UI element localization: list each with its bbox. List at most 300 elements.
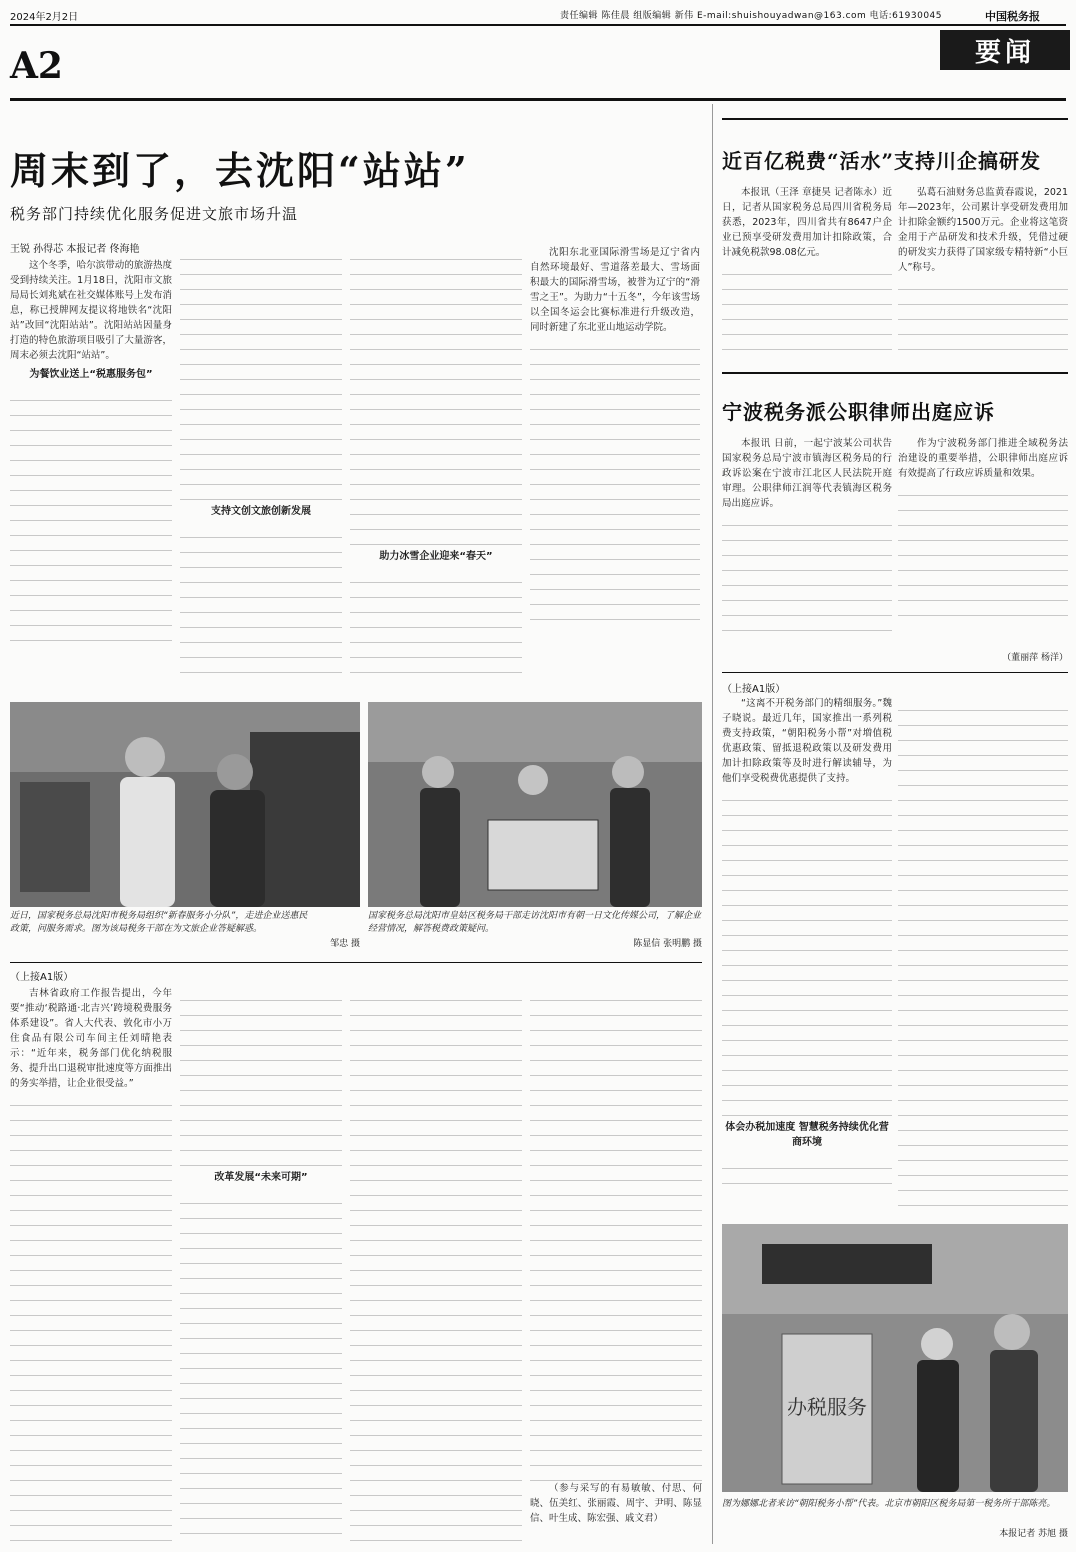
continued-right-intro: “这离不开税务部门的精细服务。”魏子晓说。最近几年，国家推出一系列税费支持政策，“朝阳税务小帮”对増值税优惠政策、留抵退税政策以及研发费用加计扣除政策等及时进行解读辅导，为他们享受税费优惠提供了支持。 xyxy=(722,698,892,784)
text-line xyxy=(530,575,700,590)
lead-col-1 xyxy=(10,258,172,678)
text-line xyxy=(350,643,522,658)
continued-left-col-3 xyxy=(350,986,522,1546)
text-line xyxy=(898,891,1068,906)
text-line xyxy=(722,616,892,631)
text-line xyxy=(350,1151,522,1166)
text-line xyxy=(10,1511,172,1526)
text-line xyxy=(530,410,700,425)
text-line xyxy=(10,1241,172,1256)
continued-left-col-2 xyxy=(180,986,342,1546)
text-line xyxy=(530,425,700,440)
text-line xyxy=(350,1346,522,1361)
text-line xyxy=(722,816,892,831)
text-line xyxy=(530,1406,702,1421)
text-line xyxy=(530,1181,702,1196)
text-line xyxy=(722,541,892,556)
side-1-headline: 近百亿税费“活水”支持川企搞研发 xyxy=(722,149,1042,173)
text-line xyxy=(898,496,1068,511)
text-line xyxy=(10,1151,172,1166)
lead-col-4-intro: 沈阳东北亚国际滑雪场是辽宁省内自然环境最好、雪道落差最大、雪场面积最大的国际滑雪场，被誉为辽宁的“滑雪之王”。为助力“十五冬”，今年该雪场以全国冬运会比赛标准进行升级改造，同时新建了东北亚山地运动学院。 xyxy=(530,247,700,333)
text-line xyxy=(530,1241,702,1256)
text-line xyxy=(722,511,892,526)
text-line xyxy=(898,921,1068,936)
text-line xyxy=(180,1414,342,1429)
text-line xyxy=(898,726,1068,741)
text-line xyxy=(898,936,1068,951)
text-line xyxy=(10,461,172,476)
masthead xyxy=(0,0,1076,40)
text-line xyxy=(180,290,342,305)
text-line xyxy=(530,1106,702,1121)
text-line xyxy=(898,1161,1068,1176)
continued-right-rule xyxy=(722,672,1068,673)
text-line xyxy=(530,1451,702,1466)
text-line xyxy=(898,861,1068,876)
text-line xyxy=(530,1436,702,1451)
text-line xyxy=(350,1226,522,1241)
text-line xyxy=(530,1331,702,1346)
section-label: 要闻 xyxy=(940,30,1070,70)
text-line xyxy=(180,1001,342,1016)
text-line xyxy=(350,485,522,500)
text-line xyxy=(722,260,892,275)
lead-col-3 xyxy=(350,245,522,680)
text-line xyxy=(530,365,700,380)
text-line xyxy=(180,1046,342,1061)
text-line xyxy=(350,1256,522,1271)
text-line xyxy=(180,1016,342,1031)
text-line xyxy=(180,1474,342,1489)
text-line xyxy=(898,801,1068,816)
text-line xyxy=(350,658,522,673)
body-text-placeholder xyxy=(722,1154,892,1184)
text-line xyxy=(180,986,342,1001)
text-line xyxy=(10,536,172,551)
text-line xyxy=(530,1346,702,1361)
text-line xyxy=(350,500,522,515)
text-line xyxy=(180,1189,342,1204)
text-line xyxy=(530,1301,702,1316)
text-line xyxy=(10,611,172,626)
text-line xyxy=(180,1249,342,1264)
text-line xyxy=(10,1301,172,1316)
text-line xyxy=(10,401,172,416)
text-line xyxy=(350,1286,522,1301)
text-line xyxy=(898,1056,1068,1071)
text-line xyxy=(722,1056,892,1071)
text-line xyxy=(530,440,700,455)
text-line xyxy=(10,1421,172,1436)
text-line xyxy=(530,986,702,1001)
text-line xyxy=(10,1406,172,1421)
text-line xyxy=(898,1191,1068,1206)
text-line xyxy=(350,1091,522,1106)
photo-service-hall xyxy=(722,1224,1068,1492)
text-line xyxy=(722,936,892,951)
text-line xyxy=(898,571,1068,586)
text-line xyxy=(350,1331,522,1346)
issue-date: 2024年2月2日 xyxy=(10,12,79,23)
side-2-intro: 本报讯 日前，一起宁波某公司状告国家税务总局宁波市镇海区税务局的行政诉讼案在宁波市江北区人民法院开庭审理。公职律师江润等代表镇海区税务局出庭应诉。 xyxy=(722,438,892,509)
text-line xyxy=(350,986,522,1001)
text-line xyxy=(898,1116,1068,1131)
side-2-col-2 xyxy=(898,436,1068,648)
text-line xyxy=(180,1076,342,1091)
text-line xyxy=(722,786,892,801)
text-line xyxy=(530,1061,702,1076)
text-line xyxy=(530,1211,702,1226)
text-line xyxy=(898,1071,1068,1086)
text-line xyxy=(530,1421,702,1436)
photo-enterprise-visit xyxy=(368,702,702,907)
text-line xyxy=(180,1204,342,1219)
text-line xyxy=(180,1279,342,1294)
lead-col-2 xyxy=(180,245,342,680)
text-line xyxy=(180,1354,342,1369)
text-line xyxy=(350,1076,522,1091)
text-line xyxy=(722,951,892,966)
text-line xyxy=(10,1451,172,1466)
text-line xyxy=(180,1444,342,1459)
text-line xyxy=(350,1496,522,1511)
text-line xyxy=(350,410,522,425)
text-line xyxy=(180,350,342,365)
text-line xyxy=(722,1026,892,1041)
text-line xyxy=(898,1086,1068,1101)
text-line xyxy=(180,380,342,395)
continued-left-subhead: 改革发展“未来可期” xyxy=(214,1172,308,1183)
text-line xyxy=(350,395,522,410)
text-line xyxy=(722,921,892,936)
text-line xyxy=(350,275,522,290)
text-line xyxy=(530,1226,702,1241)
text-line xyxy=(350,1016,522,1031)
text-line xyxy=(180,335,342,350)
text-line xyxy=(180,628,342,643)
column-divider xyxy=(712,104,713,1544)
continued-left-intro: 吉林省政府工作报告提出，今年要“推动‘税路通·北吉兴’跨境税费服务体系建设”。省人大代表、敦化市小万住食品有限公司车间主任刘晴艳表示：“近年来，税务部门优化纳税服务、提升出口退税审批速度等方面推出的务实举措，让企业很受益。” xyxy=(10,988,172,1089)
text-line xyxy=(898,951,1068,966)
text-line xyxy=(898,741,1068,756)
text-line xyxy=(898,1176,1068,1191)
text-line xyxy=(180,643,342,658)
text-line xyxy=(530,1136,702,1151)
text-line xyxy=(530,590,700,605)
text-line xyxy=(10,1256,172,1271)
text-line xyxy=(898,290,1068,305)
side-2-headline: 宁波税务派公职律师出庭应诉 xyxy=(722,400,995,424)
text-line xyxy=(350,1511,522,1526)
text-line xyxy=(350,1121,522,1136)
text-line xyxy=(350,1406,522,1421)
continued-right-col-2 xyxy=(898,696,1068,1211)
text-line xyxy=(180,320,342,335)
text-line xyxy=(10,1196,172,1211)
body-text-placeholder xyxy=(350,986,522,1541)
text-line xyxy=(722,526,892,541)
text-line xyxy=(350,1436,522,1451)
text-line xyxy=(10,1496,172,1511)
photo-1-credit: 邹忠 摄 xyxy=(330,939,360,949)
text-line xyxy=(530,1271,702,1286)
text-line xyxy=(350,1361,522,1376)
text-line xyxy=(350,1241,522,1256)
text-line xyxy=(898,831,1068,846)
text-line xyxy=(898,601,1068,616)
text-line xyxy=(722,996,892,1011)
text-line xyxy=(180,1264,342,1279)
text-line xyxy=(530,1316,702,1331)
text-line xyxy=(350,568,522,583)
text-line xyxy=(530,395,700,410)
text-line xyxy=(530,1166,702,1181)
text-line xyxy=(530,1196,702,1211)
text-line xyxy=(350,598,522,613)
text-line xyxy=(180,1369,342,1384)
text-line xyxy=(722,601,892,616)
continued-right-subhead: 体会办税加速度 智慧税务持续优化营商环境 xyxy=(725,1122,889,1148)
text-line xyxy=(530,485,700,500)
text-line xyxy=(180,455,342,470)
text-line xyxy=(350,1466,522,1481)
text-line xyxy=(722,846,892,861)
lead-col-3-subhead: 助力冰雪企业迎来“春天” xyxy=(379,551,493,562)
text-line xyxy=(180,598,342,613)
text-line xyxy=(350,628,522,643)
text-line xyxy=(530,380,700,395)
text-line xyxy=(530,335,700,350)
text-line xyxy=(180,485,342,500)
text-line xyxy=(10,1211,172,1226)
continued-left-rule xyxy=(10,962,702,963)
text-line xyxy=(350,515,522,530)
text-line xyxy=(10,551,172,566)
text-line xyxy=(722,290,892,305)
text-line xyxy=(180,425,342,440)
text-line xyxy=(350,1421,522,1436)
text-line xyxy=(10,506,172,521)
text-line xyxy=(898,846,1068,861)
text-line xyxy=(10,1166,172,1181)
text-line xyxy=(10,1136,172,1151)
text-line xyxy=(10,476,172,491)
text-line xyxy=(350,1001,522,1016)
text-line xyxy=(898,526,1068,541)
body-text-placeholder xyxy=(722,786,892,1116)
continued-right-label: （上接A1版） xyxy=(722,684,786,695)
text-line xyxy=(530,500,700,515)
text-line xyxy=(350,260,522,275)
text-line xyxy=(350,440,522,455)
text-line xyxy=(530,545,700,560)
text-line xyxy=(10,1106,172,1121)
text-line xyxy=(10,1181,172,1196)
text-line xyxy=(530,1031,702,1046)
text-line xyxy=(180,1136,342,1151)
text-line xyxy=(350,245,522,260)
text-line xyxy=(898,906,1068,921)
text-line xyxy=(722,981,892,996)
text-line xyxy=(898,1026,1068,1041)
text-line xyxy=(530,350,700,365)
text-line xyxy=(180,470,342,485)
text-line xyxy=(10,596,172,611)
side-2-credit: （董丽萍 杨洋） xyxy=(1002,653,1068,663)
masthead-rule xyxy=(10,24,1066,26)
side-1-col-2-text: 弘葛石油财务总监黄春霞说，2021年—2023年，公司累计享受研发费用加计扣除金额约1500万元。企业将这笔资金用于产品研发和技术升级，凭借过硬的研发实力获得了国家级专精特新“小巨人”称号。 xyxy=(898,187,1068,273)
text-line xyxy=(180,538,342,553)
lead-col-1-intro: 这个冬季，哈尔滨带动的旅游热度受到持续关注。1月18日，沈阳市文旅局局长刘兆斌在社交媒体账号上发布消息，称已授牌网友提议将地铁名“沈阳站”改回“沈阳站站”。沈阳站站因量身打造的特色旅游项目吸引了大量游客，周末必须去沈阳“站站”。 xyxy=(10,260,172,361)
text-line xyxy=(530,1016,702,1031)
text-line xyxy=(180,1309,342,1324)
text-line xyxy=(180,410,342,425)
text-line xyxy=(898,786,1068,801)
photo-tax-service-team xyxy=(10,702,360,907)
text-line xyxy=(350,365,522,380)
body-text-placeholder xyxy=(898,696,1068,1206)
text-line xyxy=(350,425,522,440)
body-text-placeholder xyxy=(898,481,1068,616)
text-line xyxy=(10,1361,172,1376)
paper-name: 中国税务报 xyxy=(985,10,1040,23)
text-line xyxy=(10,1526,172,1541)
text-line xyxy=(10,1331,172,1346)
lead-col-1-subhead: 为餐饮业送上“税惠服务包” xyxy=(29,369,153,380)
text-line xyxy=(10,1481,172,1496)
text-line xyxy=(722,571,892,586)
side-2-col-1 xyxy=(722,436,892,648)
text-line xyxy=(10,521,172,536)
text-line xyxy=(898,556,1068,571)
text-line xyxy=(722,1101,892,1116)
text-line xyxy=(530,1361,702,1376)
text-line xyxy=(180,1031,342,1046)
body-text-placeholder xyxy=(350,245,522,545)
text-line xyxy=(10,446,172,461)
text-line xyxy=(530,560,700,575)
text-line xyxy=(722,1011,892,1026)
text-line xyxy=(898,966,1068,981)
continued-left-col-4 xyxy=(530,986,702,1546)
text-line xyxy=(722,275,892,290)
service-sign-text: 办税服务 xyxy=(787,1395,867,1419)
text-line xyxy=(722,1086,892,1101)
text-line xyxy=(10,1436,172,1451)
body-text-placeholder xyxy=(722,260,892,350)
text-line xyxy=(350,305,522,320)
text-line xyxy=(180,1399,342,1414)
text-line xyxy=(180,1429,342,1444)
photo-tax-service-team-image xyxy=(10,702,360,907)
text-line xyxy=(722,1154,892,1169)
text-line xyxy=(722,966,892,981)
body-text-placeholder xyxy=(350,568,522,673)
text-line xyxy=(530,1286,702,1301)
text-line xyxy=(722,891,892,906)
text-line xyxy=(530,515,700,530)
text-line xyxy=(180,1459,342,1474)
text-line xyxy=(10,1376,172,1391)
text-line xyxy=(350,530,522,545)
text-line xyxy=(898,305,1068,320)
text-line xyxy=(350,290,522,305)
text-line xyxy=(180,1294,342,1309)
text-line xyxy=(722,1169,892,1184)
text-line xyxy=(350,1211,522,1226)
body-text-placeholder xyxy=(180,1189,342,1534)
text-line xyxy=(10,1391,172,1406)
text-line xyxy=(530,530,700,545)
text-line xyxy=(530,1466,702,1481)
text-line xyxy=(180,523,342,538)
body-text-placeholder xyxy=(180,986,342,1166)
text-line xyxy=(898,541,1068,556)
text-line xyxy=(10,1286,172,1301)
text-line xyxy=(10,1466,172,1481)
text-line xyxy=(898,996,1068,1011)
text-line xyxy=(180,568,342,583)
side-2-rule xyxy=(722,372,1068,374)
text-line xyxy=(180,553,342,568)
text-line xyxy=(10,566,172,581)
text-line xyxy=(898,1011,1068,1026)
text-line xyxy=(898,320,1068,335)
text-line xyxy=(530,1376,702,1391)
text-line xyxy=(350,455,522,470)
text-line xyxy=(10,1316,172,1331)
continued-left-label: （上接A1版） xyxy=(10,972,74,983)
continued-right-col-1 xyxy=(722,696,892,1211)
text-line xyxy=(350,1106,522,1121)
text-line xyxy=(10,1226,172,1241)
text-line xyxy=(180,275,342,290)
text-line xyxy=(180,1339,342,1354)
text-line xyxy=(180,1106,342,1121)
lead-col-2-subhead: 支持文创文旅创新发展 xyxy=(211,506,311,517)
text-line xyxy=(722,1071,892,1086)
text-line xyxy=(180,305,342,320)
text-line xyxy=(898,756,1068,771)
text-line xyxy=(722,831,892,846)
photo-3-credit: 本报记者 苏旭 摄 xyxy=(999,1529,1068,1539)
text-line xyxy=(350,1166,522,1181)
text-line xyxy=(10,491,172,506)
photo-2-caption: 国家税务总局沈阳市皇姑区税务局干部走访沈阳市有朝一日文化传媒公司，了解企业经营情况，解答税费政策疑问。 xyxy=(368,911,702,934)
text-line xyxy=(898,1146,1068,1161)
text-line xyxy=(180,365,342,380)
lead-col-4 xyxy=(530,245,700,680)
text-line xyxy=(10,1121,172,1136)
text-line xyxy=(10,581,172,596)
text-line xyxy=(898,1101,1068,1116)
page-code: A2 xyxy=(10,45,63,87)
body-text-placeholder xyxy=(530,335,700,620)
text-line xyxy=(898,275,1068,290)
text-line xyxy=(350,583,522,598)
text-line xyxy=(898,696,1068,711)
text-line xyxy=(530,455,700,470)
text-line xyxy=(10,1271,172,1286)
text-line xyxy=(722,801,892,816)
text-line xyxy=(350,1046,522,1061)
body-text-placeholder xyxy=(10,1091,172,1541)
text-line xyxy=(180,1519,342,1534)
photo-1-caption: 近日，国家税务总局沈阳市税务局组织“新春服务小分队”，走进企业送惠民政策，问服务需求。图为该局税务干部在为文旅企业答疑解惑。 xyxy=(10,911,308,934)
photo-service-hall-image xyxy=(722,1224,1068,1492)
text-line xyxy=(350,335,522,350)
text-line xyxy=(530,470,700,485)
